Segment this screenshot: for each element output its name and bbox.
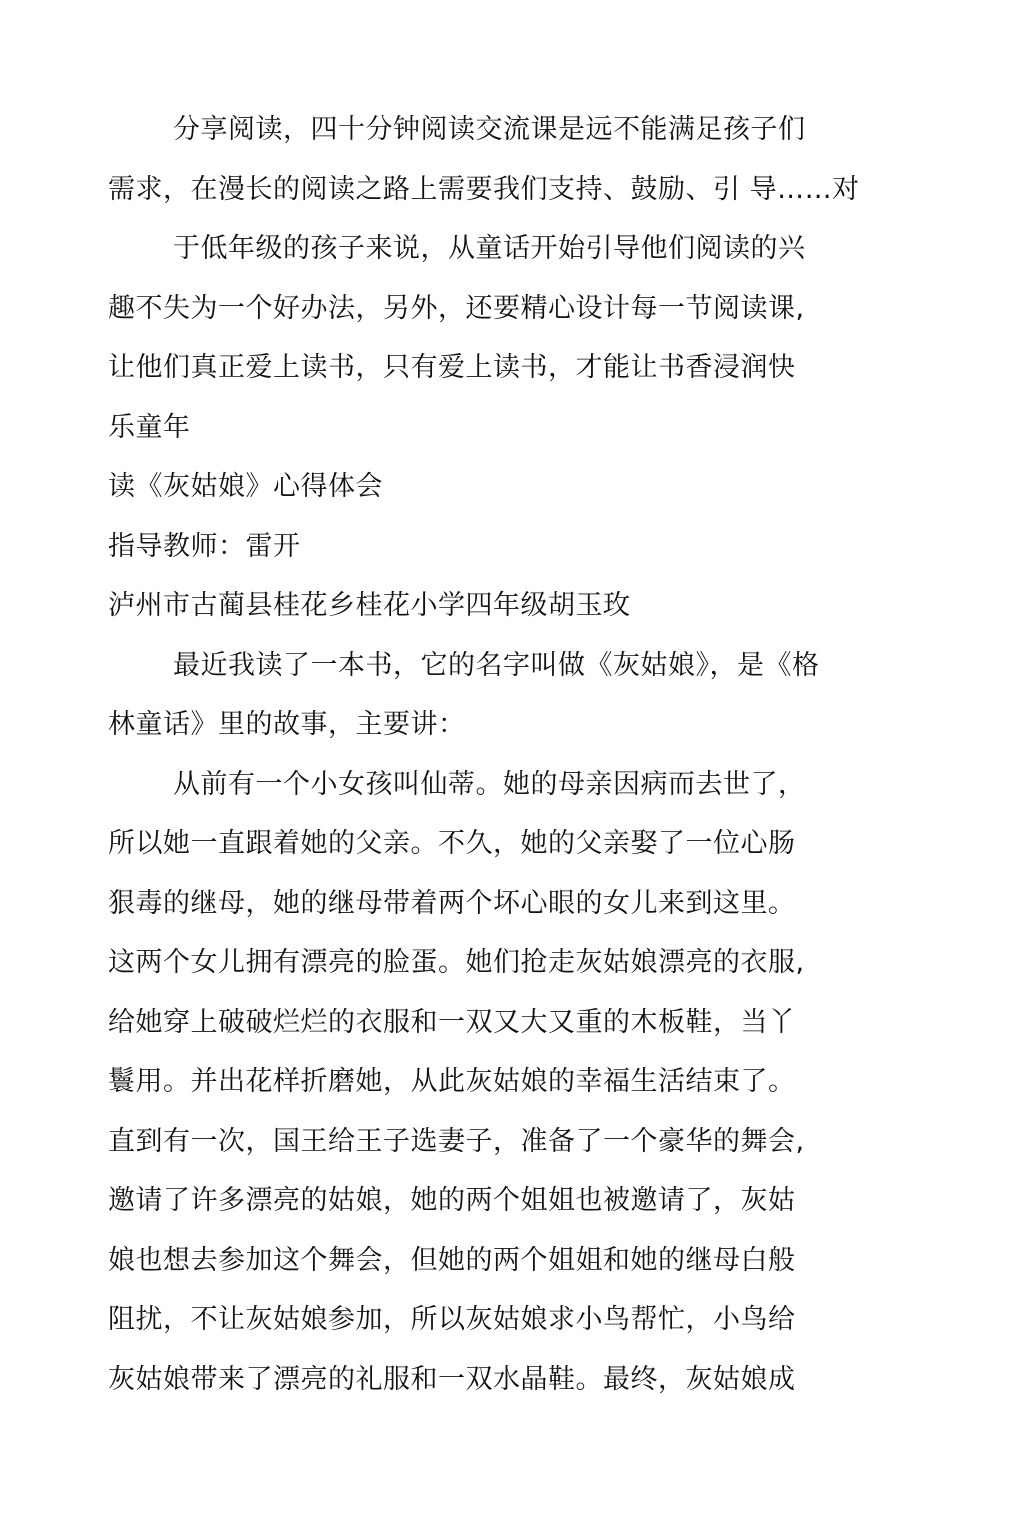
text-line: 所以她一直跟着她的父亲。不久，她的父亲娶了一位心肠 xyxy=(108,828,796,859)
text-line: 乐童年 xyxy=(108,412,191,443)
author-line: 泸州市古蔺县桂花乡桂花小学四年级胡玉玫 xyxy=(108,590,631,621)
text-line: 让他们真正爱上读书，只有爱上读书，才能让书香浸润快 xyxy=(108,352,796,383)
text-line: 直到有一次，国王给王子选妻子，准备了一个豪华的舞会, xyxy=(108,1126,805,1157)
text-line: 灰姑娘带来了漂亮的礼服和一双水晶鞋。最终，灰姑娘成 xyxy=(108,1364,796,1395)
text-line: 最近我读了一本书，它的名字叫做《灰姑娘》，是《格 xyxy=(173,650,820,681)
article-title: 读《灰姑娘》心得体会 xyxy=(108,471,383,502)
text-line: 从前有一个小女孩叫仙蒂。她的母亲因病而去世了， xyxy=(173,769,806,800)
text-line: 于低年级的孩子来说，从童话开始引导他们阅读的兴 xyxy=(173,233,806,264)
text-line: 趣不失为一个好办法，另外，还要精心设计每一节阅读课, xyxy=(108,293,805,324)
text-line: 邀请了许多漂亮的姑娘，她的两个姐姐也被邀请了，灰姑 xyxy=(108,1185,796,1216)
text-line: 给她穿上破破烂烂的衣服和一双又大又重的木板鞋，当丫 xyxy=(108,1007,796,1038)
text-line: 鬟用。并出花样折磨她，从此灰姑娘的幸福生活结束了。 xyxy=(108,1066,796,1097)
text-line: 这两个女儿拥有漂亮的脸蛋。她们抢走灰姑娘漂亮的衣服, xyxy=(108,947,805,978)
text-line: 阻扰，不让灰姑娘参加，所以灰姑娘求小鸟帮忙，小鸟给 xyxy=(108,1304,796,1335)
text-line: 狠毒的继母，她的继母带着两个坏心眼的女儿来到这里。 xyxy=(108,888,796,919)
teacher-line: 指导教师：雷开 xyxy=(108,531,301,562)
text-line: 分享阅读，四十分钟阅读交流课是远不能满足孩子们 xyxy=(173,114,806,145)
text-line: 娘也想去参加这个舞会，但她的两个姐姐和她的继母白般 xyxy=(108,1245,796,1276)
text-line: 需求，在漫长的阅读之路上需要我们支持、鼓励、引 导……对 xyxy=(108,174,860,205)
text-line: 林童话》里的故事，主要讲： xyxy=(108,709,466,740)
